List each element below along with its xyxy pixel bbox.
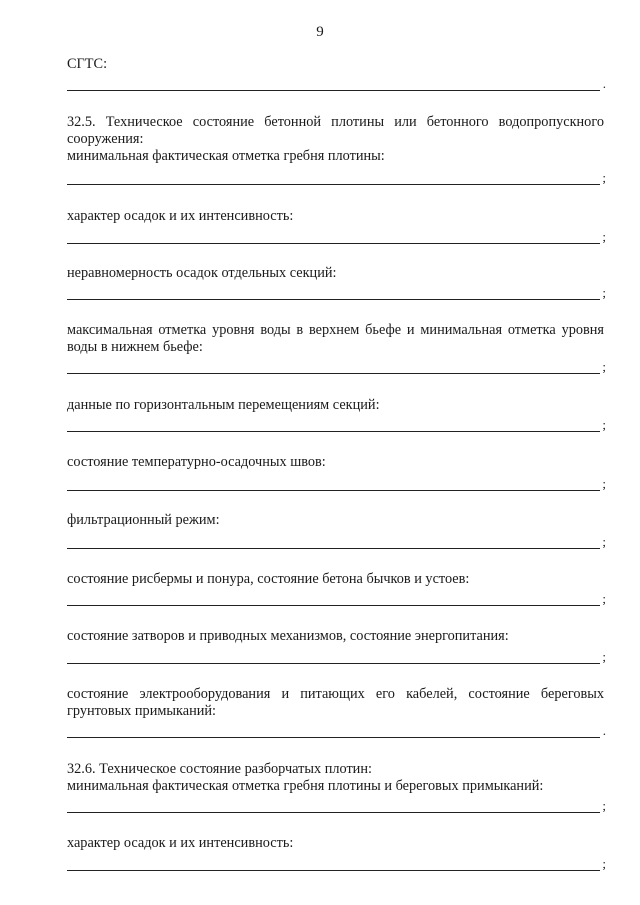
line-end-punct: ; [602,649,606,664]
fill-line[interactable] [67,73,606,91]
fill-line[interactable] [67,588,606,606]
section-uroven [67,322,604,374]
line-end-punct: ; [602,534,606,549]
line-end-punct: ; [602,285,606,300]
line-end-punct: . [602,723,606,738]
section-label: данные по горизонтальным перемещениям секций: [67,397,380,413]
fill-line[interactable] [67,529,606,549]
section-32-6 [67,761,604,813]
section-zatvory [67,628,604,664]
fill-line[interactable] [67,356,606,374]
section-risberma [67,571,604,606]
section-neravnomernost [67,265,604,300]
section-label: СГТС: [67,56,108,72]
line-end-punct: ; [602,170,606,185]
fill-line[interactable] [67,165,606,185]
section-label: состояние температурно-осадочных швов: [67,454,326,470]
section-heading: 32.5. Техническое состояние бетонной плотины или бетонного водопропускного сооружения: [67,114,604,147]
fill-line[interactable] [67,414,606,432]
section-label: характер осадок и их интенсивность: [67,835,294,851]
section-shvy [67,454,604,491]
line-end-punct: ; [602,856,606,871]
section-heading: 32.6. Техническое состояние разборчатых плотин: [67,761,372,777]
fill-line[interactable] [67,795,606,813]
form-content [67,56,604,871]
section-label: состояние рисбермы и понура, состояние бетона бычков и устоев: [67,571,470,587]
fill-line[interactable] [67,282,606,300]
section-label: состояние электрооборудования и питающих его кабелей, состояние береговых грунтовых примыканий: [67,686,604,719]
line-end-punct: ; [602,229,606,244]
line-end-punct: ; [602,591,606,606]
fill-line[interactable] [67,852,606,871]
page-number: 9 [316,24,324,40]
fill-line[interactable] [67,720,606,738]
fill-line[interactable] [67,225,606,244]
section-peremeshcheniya [67,397,604,432]
section-elektro [67,686,604,738]
line-end-punct: ; [602,359,606,374]
line-end-punct: ; [602,798,606,813]
section-label: состояние затворов и приводных механизмов, состояние энергопитания: [67,628,509,644]
section-subheading: минимальная фактическая отметка гребня плотины и береговых примыканий: [67,778,544,794]
section-label: характер осадок и их интенсивность: [67,208,294,224]
line-end-punct: ; [602,417,606,432]
section-osadki [67,208,604,244]
fill-line[interactable] [67,471,606,491]
section-label: фильтрационный режим: [67,512,220,528]
section-32-5 [67,114,604,185]
line-end-punct: . [602,76,606,91]
section-filtraciya [67,512,604,549]
section-sgts [67,56,604,91]
section-label: неравномерность осадок отдельных секций: [67,265,337,281]
section-label: максимальная отметка уровня воды в верхнем бьефе и минимальная отметка уровня воды в нижнем бьефе: [67,322,604,355]
section-subheading: минимальная фактическая отметка гребня плотины: [67,148,385,164]
line-end-punct: ; [602,476,606,491]
fill-line[interactable] [67,645,606,664]
section-osadki-2 [67,835,604,871]
